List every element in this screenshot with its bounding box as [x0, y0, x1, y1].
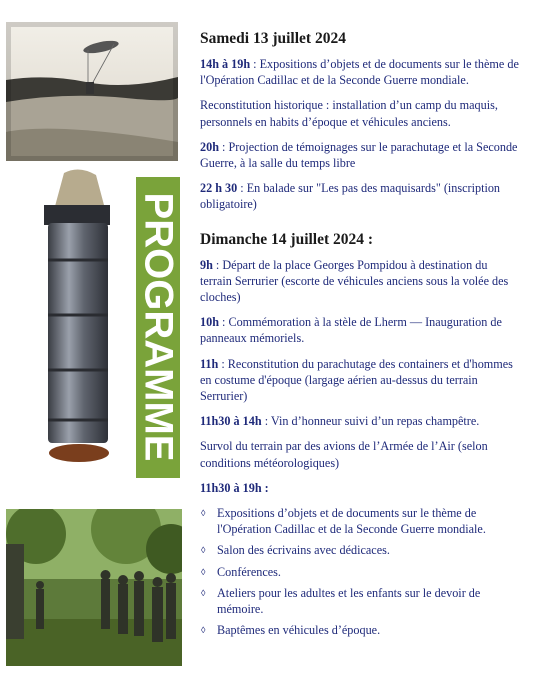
programme-title: PROGRAMME: [136, 192, 181, 462]
list-item: ◊ Ateliers pour les adultes et les enfants sur le devoir de mémoire.: [201, 585, 481, 617]
sunday-item: 10h : Commémoration à la stèle de Lherm — Inauguration de panneaux mémoriels.: [200, 315, 502, 346]
saturday-item: 14h à 19h : Expositions d’objets et de documents sur le thème de l'Opération Cadillac et de la Seconde Guerre mondiale.: [200, 57, 519, 88]
diamond-bullet-icon: ◊: [201, 508, 206, 519]
list-item: ◊ Salon des écrivains avec dédicaces.: [201, 543, 390, 558]
diamond-bullet-icon: ◊: [201, 545, 206, 556]
diamond-bullet-icon: ◊: [201, 566, 206, 577]
sunday-item: 11h : Reconstitution du parachutage des containers et d'hommes en costume d'époque (largage aérien au-dessus du terrain Serrurier): [200, 356, 513, 404]
parachute-photo: [6, 22, 178, 161]
reenactment-photo: [6, 509, 182, 666]
container-photo: [34, 165, 124, 473]
saturday-heading: Samedi 13 juillet 2024: [200, 30, 346, 47]
saturday-item: 22 h 30 : En balade sur "Les pas des maquisards" (inscription obligatoire): [200, 181, 501, 212]
diamond-bullet-icon: ◊: [201, 625, 206, 636]
activity-list: [200, 505, 520, 638]
saturday-item: Reconstitution historique : installation d’un camp du maquis, personnels en habits d’époque et véhicules anciens.: [200, 98, 498, 129]
list-item: ◊ Baptêmes en véhicules d’époque.: [201, 623, 381, 638]
sunday-item: Survol du terrain par des avions de l’Armée de l’Air (selon conditions météorologiques): [200, 439, 488, 470]
sunday-item: 9h : Départ de la place Georges Pompidou à destination du terrain Serrurier (escorte de véhicules anciens sous la volée des cloches): [200, 257, 509, 305]
saturday-item: 20h : Projection de témoignages sur le parachutage et la Seconde Guerre, à la salle du temps libre: [200, 139, 518, 171]
programme-content: [200, 29, 520, 643]
afternoon-heading: 11h30 à 19h :: [200, 480, 269, 495]
list-item: ◊ Conférences.: [201, 564, 281, 579]
sunday-item: 11h30 à 14h : Vin d’honneur suivi d’un repas champêtre.: [200, 414, 480, 429]
list-item: ◊ Expositions d’objets et de documents sur le thème de l'Opération Cadillac et de la Seconde Guerre mondiale.: [201, 506, 486, 537]
diamond-bullet-icon: ◊: [201, 587, 206, 598]
sunday-heading: Dimanche 14 juillet 2024 :: [200, 230, 374, 248]
